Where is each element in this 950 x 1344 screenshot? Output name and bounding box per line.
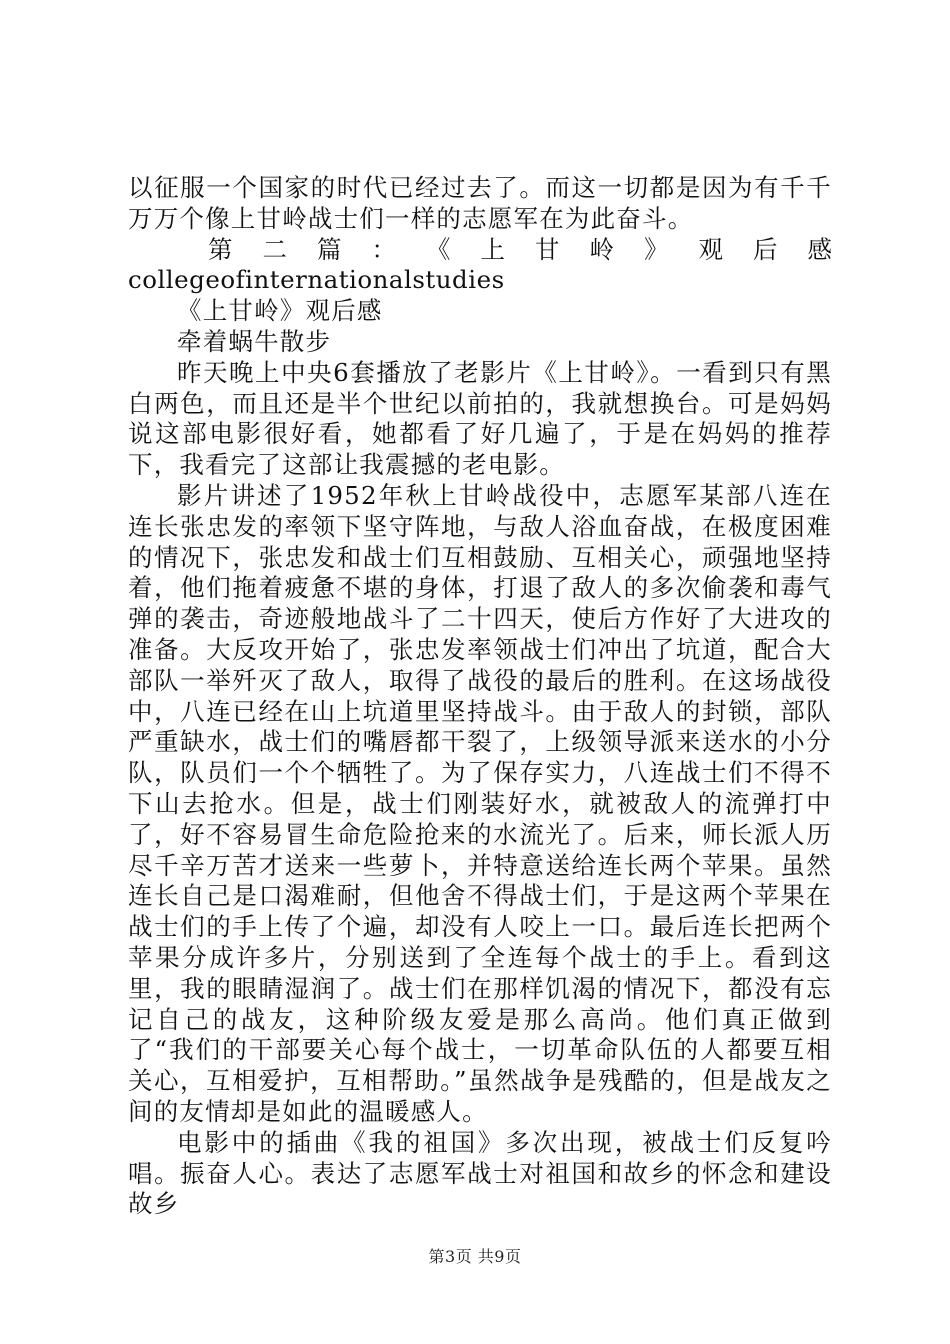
section-heading [128,235,832,266]
paragraph-intro: 昨天晚上中央6套播放了老影片《上甘岭》。一看到只有黑白两色，而且还是半个世纪以前拍的，我就想换台。可是妈妈说这部电影很好看，她都看了好几遍了，于是在妈妈的推荐下，我看完了这部让我震撼的老电影。 [128,357,832,480]
heading-char: 岭 [589,234,614,264]
heading-char: 观 [698,234,723,264]
heading-char: 》 [644,234,669,264]
paragraph-plot: 影片讲述了1952年秋上甘岭战役中，志愿军某部八连在连长张忠发的率领下坚守阵地，与敌人浴血奋战，在极度困难的情况下，张忠发和战士们互相鼓励、互相关心，顽强地坚持着，他们拖着疲惫不堪的身体，打退了敌人的多次偷袭和毒气弹的袭击，奇迹般地战斗了二十四天，使后方作好了大进攻的准备。大反攻开始了，张忠发率领战士们冲出了坑道，配合大部队一举歼灭了敌人，取得了战役的最后的胜利。在这场战役中，八连已经在山上坑道里坚持战斗。由于敌人的封锁，部队严重缺水，战士们的嘴唇都干裂了，上级领导派来送水的小分队，队员们一个个牺牲了。为了保存实力，八连战士们不得不下山去抢水。但是，战士们刚装好水，就被敌人的流弹打中了，好不容易冒生命危险抢来的水流光了。后来，师长派人历尽千辛万苦才送来一些萝卜，并特意送给连长两个苹果。虽然连长自己是口渴难耐，但他舍不得战士们，于是这两个苹果在战士们的手上传了个遍，却没有人咬上一口。最后连长把两个苹果分成许多片，分别送到了全连每个战士的手上。看到这里，我的眼睛湿润了。战士们在那样饥渴的情况下，都没有忘记自己的战友，这种阶级友爱是那么高尚。他们真正做到了“我们的干部要关心每个战士，一切革命队伍的人都要互相关心，互相爱护，互相帮助。”虽然战争是残酷的，但是战友之间的友情却是如此的温暖感人。 [128,480,832,1126]
article-author: 牵着蜗牛散步 [177,326,332,356]
heading-char: 感 [807,234,832,264]
heading-char: 上 [480,234,505,264]
heading-char: ： [371,234,396,264]
heading-char: 后 [753,234,778,264]
paragraph-continuation: 以征服一个国家的时代已经过去了。而这一切都是因为有千千万万个像上甘岭战士们一样的志愿军在为此奋斗。 [128,173,832,233]
document-body [128,173,832,1220]
article-title: 《上甘岭》观后感 [177,296,383,326]
heading-char: 甘 [535,234,560,264]
heading-char: 《 [426,234,451,264]
heading-char: 第 [208,234,233,264]
heading-char: 篇 [317,234,342,264]
heading-latin-text: collegeofinternationalstudies [128,265,505,295]
heading-char: 二 [262,234,287,264]
page-footer: 第3页 共9页 [428,1247,522,1266]
paragraph-song: 电影中的插曲《我的祖国》多次出现，被战士们反复吟唱。振奋人心。表达了志愿军战士对祖国和故乡的怀念和建设故乡 [128,1127,832,1219]
